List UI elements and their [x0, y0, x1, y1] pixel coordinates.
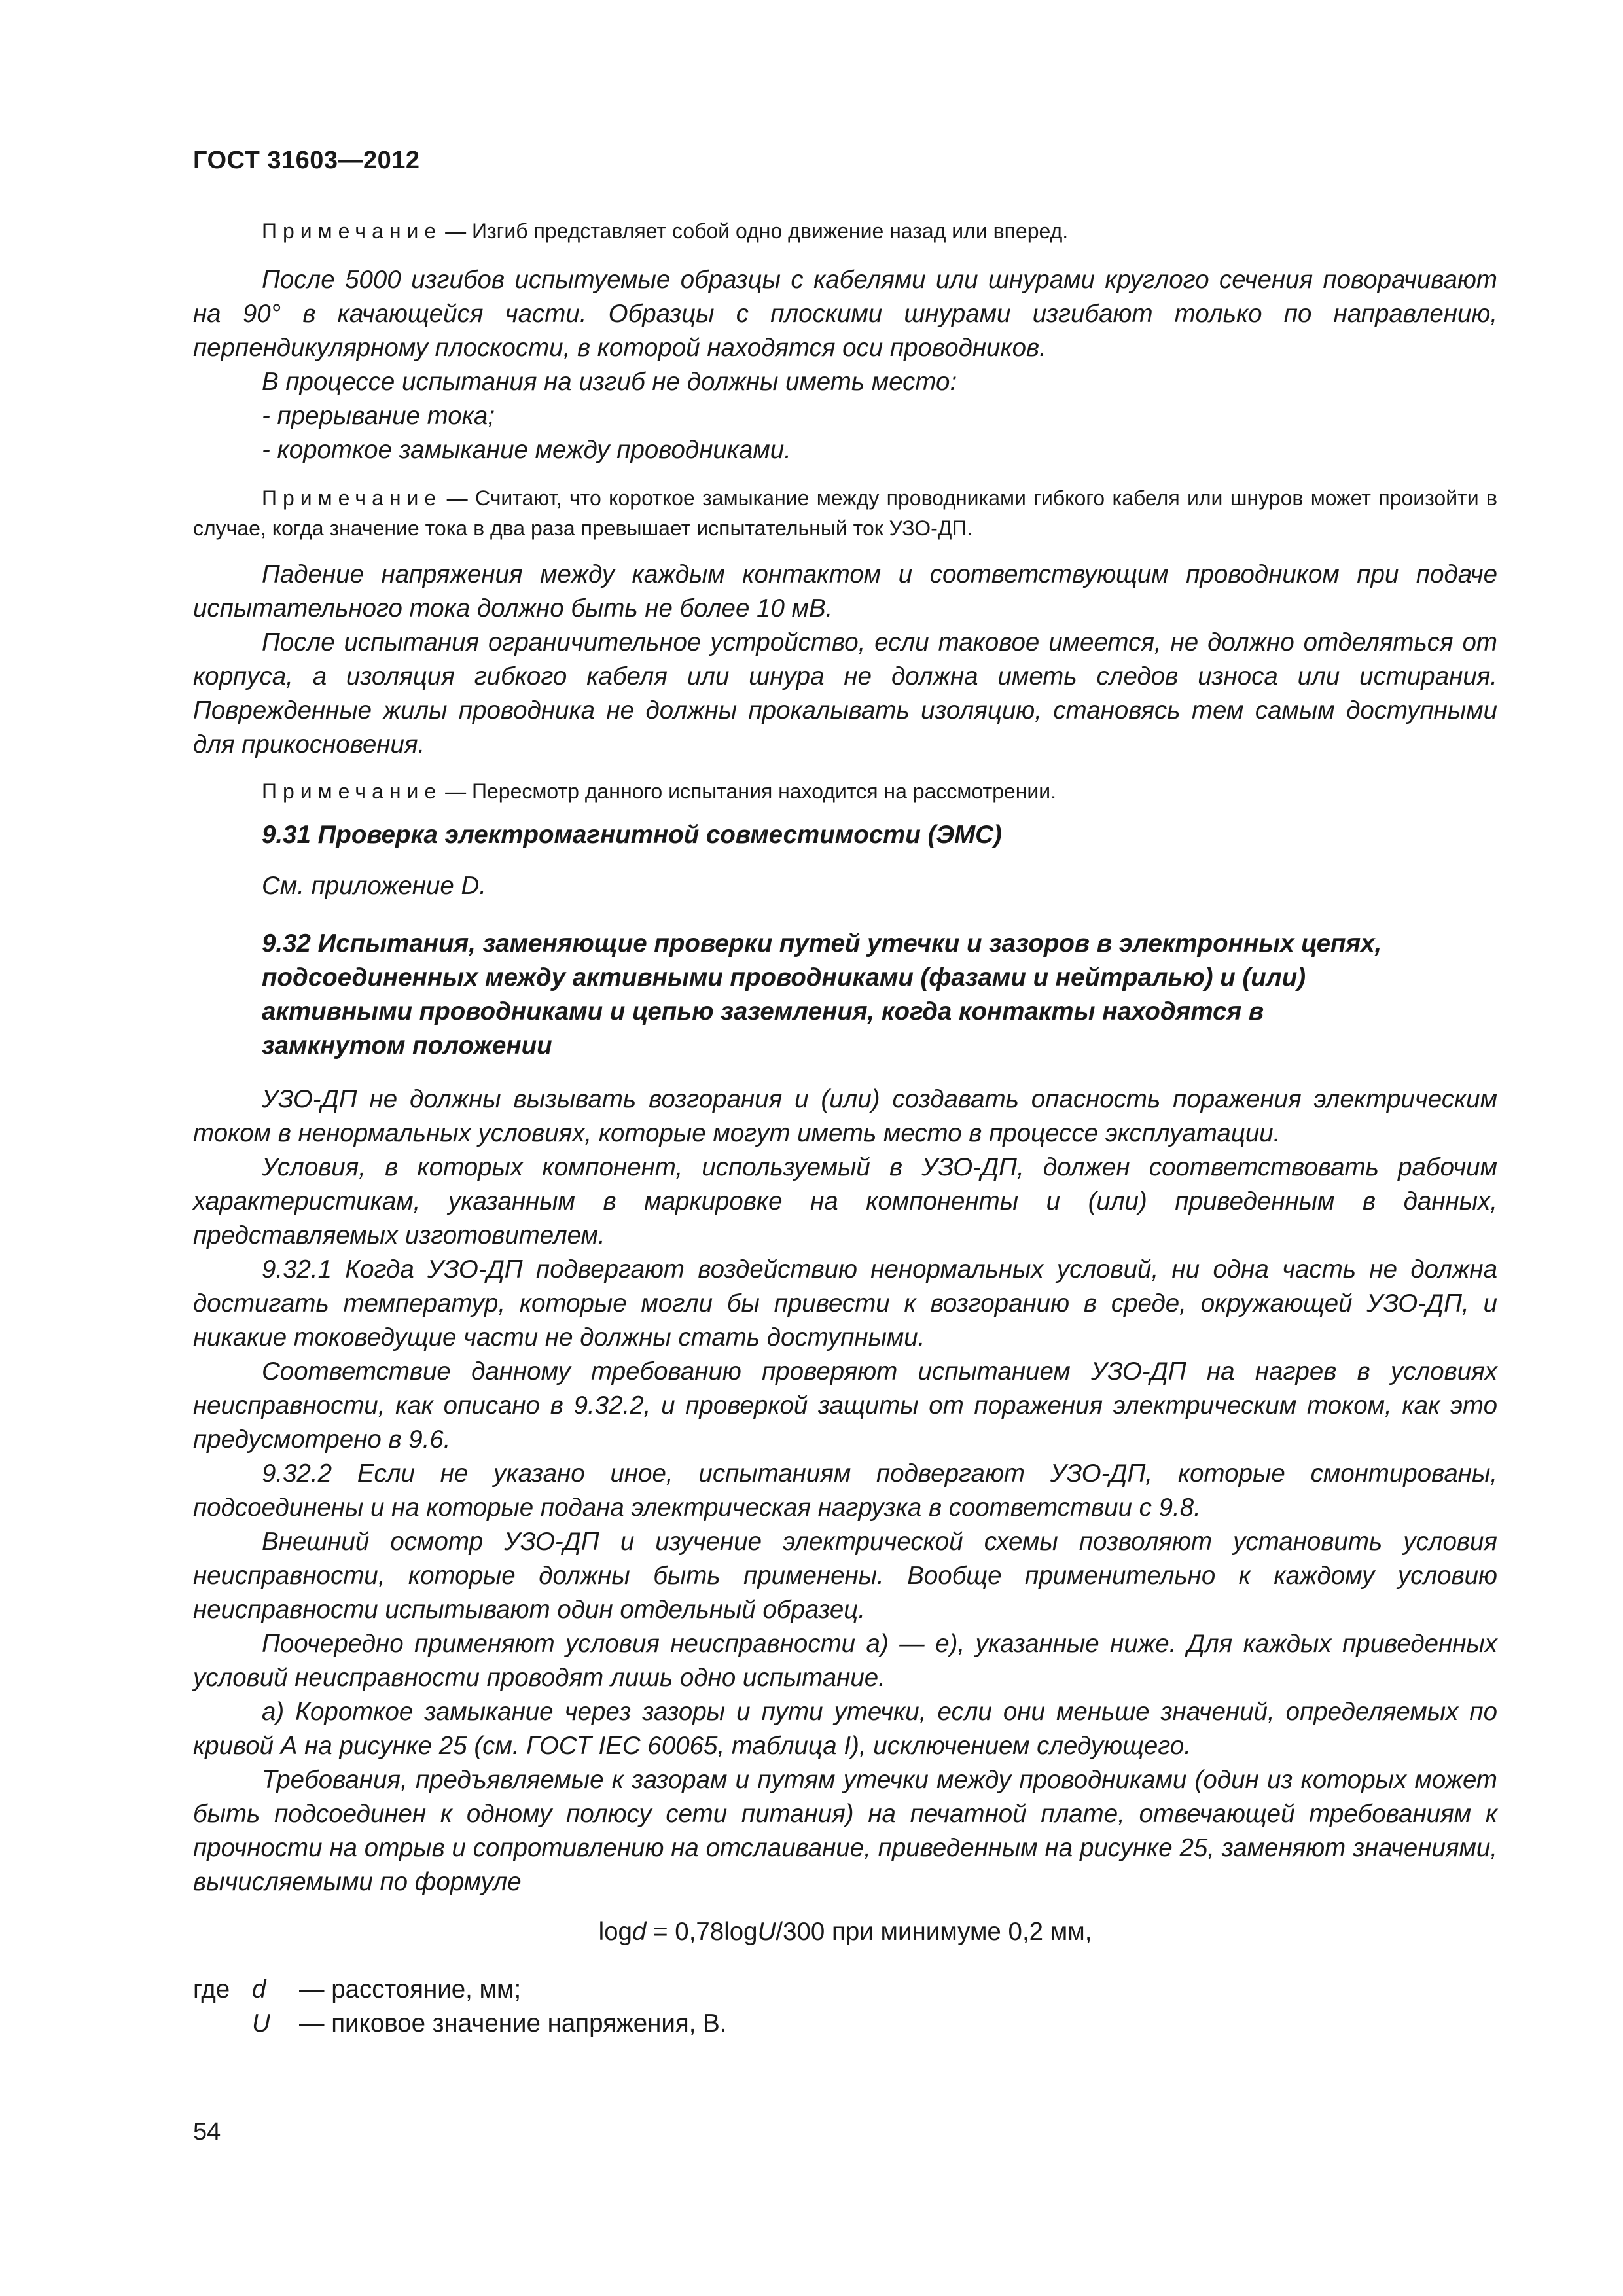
paragraph: В процессе испытания на изгиб не должны иметь место:	[262, 368, 957, 396]
formula-log: log	[598, 1918, 632, 1946]
legend-symbol: d	[252, 1975, 266, 2003]
note-1	[193, 216, 1497, 246]
paragraph: После испытания ограничительное устройство, если таковое имеется, не должно отделяться от корпуса, а изоляция гибкого кабеля или шнура не должна иметь следов износа или истирания. Поврежденные жилы проводника не должны прокалывать изоляцию, становясь тем самым доступными для прикосновения.	[193, 628, 1497, 759]
note-text: — Считают, что короткое замыкание между проводниками гибкого кабеля или шнуров может произойти в случае, когда значение тока в два раза превышает испытательный ток УЗО-ДП.	[193, 486, 1497, 540]
note-text: — Пересмотр данного испытания находится на рассмотрении.	[439, 780, 1057, 803]
paragraph: Поочередно применяют условия неисправности а) — е), указанные ниже. Для каждых приведенных условий неисправности проводят лишь одно испытание.	[193, 1630, 1497, 1692]
paragraph: Требования, предъявляемые к зазорам и путям утечки между проводниками (один из которых может быть подсоединен к одному полюсу сети питания) на печатной плате, отвечающей требованиям к прочности на отрыв и сопротивлению на отслаивание, приведенным на рисунке 25, заменяют значениями, вычисляемыми по формуле	[193, 1766, 1497, 1896]
legend-symbol: U	[252, 2009, 270, 2037]
paragraph: 9.32.2 Если не указано иное, испытаниям подвергают УЗО-ДП, которые смонтированы, подсоединены и на которые подана электрическая нагрузка в соответствии с 9.8.	[193, 1460, 1497, 1522]
paragraph: а) Короткое замыкание через зазоры и пути утечки, если они меньше значений, определяемых по кривой А на рисунке 25 (см. ГОСТ IEC 60065, таблица I), исключением следующего.	[193, 1698, 1497, 1760]
list-item: - прерывание тока;	[262, 402, 495, 430]
paragraph: Падение напряжения между каждым контактом и соответствующим проводником при подаче испытательного тока должно быть не более 10 мВ.	[193, 560, 1497, 622]
formula-eq: = 0,78log	[646, 1918, 758, 1946]
section-heading-9-32: 9.32 Испытания, заменяющие проверки путей утечки и зазоров в электронных цепях, подсоединенных между активными проводниками (фазами и нейтралью) и (или) активными проводниками и цепью заземления, когда контакты находятся в замкнутом положении	[262, 929, 1382, 1060]
formula-legend	[193, 1973, 1497, 2041]
paragraph: Соответствие данному требованию проверяют испытанием УЗО-ДП на нагрев в условиях неисправности, как описано в 9.32.2, и проверкой защиты от поражения электрическим током, как это предусмотрено в 9.6.	[193, 1357, 1497, 1454]
paragraph: УЗО-ДП не должны вызывать возгорания и (или) создавать опасность поражения электрическим током в ненормальных условиях, которые могут иметь место в процессе эксплуатации.	[193, 1085, 1497, 1147]
page-number: 54	[193, 2118, 221, 2145]
note-3	[193, 776, 1497, 806]
section-9-31-text: См. приложение D.	[262, 872, 486, 900]
document-page	[193, 144, 1497, 2041]
note-label: Примечание	[262, 219, 442, 243]
note-label: Примечание	[262, 486, 442, 510]
paragraph: 9.32.1 Когда УЗО-ДП подвергают воздействию ненормальных условий, ни одна часть не должна достигать температур, которые могли бы привести к возгоранию в среде, окружающей УЗО-ДП, и никакие токоведущие части не должны стать доступными.	[193, 1255, 1497, 1352]
document-header: ГОСТ 31603—2012	[193, 147, 420, 174]
note-2	[193, 483, 1497, 543]
formula-rest: /300 при минимуме 0,2 мм,	[776, 1918, 1092, 1946]
legend-text: — расстояние, мм;	[299, 1975, 522, 2003]
paragraph: Внешний осмотр УЗО-ДП и изучение электрической схемы позволяют установить условия неисправности, которые должны быть применены. Вообще применительно к каждому условию неисправности испытывают один отдельный образец.	[193, 1528, 1497, 1624]
paragraph: После 5000 изгибов испытуемые образцы с кабелями или шнурами круглого сечения поворачивают на 90° в качающейся части. Образцы с плоскими шнурами изгибают только по направлению, перпендикулярному плоскости, в которой находятся оси проводников.	[193, 266, 1497, 362]
legend-row	[193, 1973, 1497, 2007]
paragraph: Условия, в которых компонент, используемый в УЗО-ДП, должен соответствовать рабочим характеристикам, указанным в маркировке на компоненты и (или) приведенным в данных, представляемых изготовителем.	[193, 1153, 1497, 1249]
legend-where-label: где	[193, 1975, 230, 2003]
note-text: — Изгиб представляет собой одно движение назад или вперед.	[439, 219, 1069, 243]
list-item: - короткое замыкание между проводниками.	[262, 436, 791, 464]
section-heading-9-31: 9.31 Проверка электромагнитной совместимости (ЭМС)	[262, 821, 1002, 849]
formula	[193, 1915, 1497, 1949]
formula-var-d: d	[632, 1918, 647, 1946]
note-label: Примечание	[262, 780, 442, 803]
formula-var-u: U	[757, 1918, 776, 1946]
legend-row	[193, 2007, 1497, 2041]
legend-text: — пиковое значение напряжения, В.	[299, 2009, 727, 2037]
